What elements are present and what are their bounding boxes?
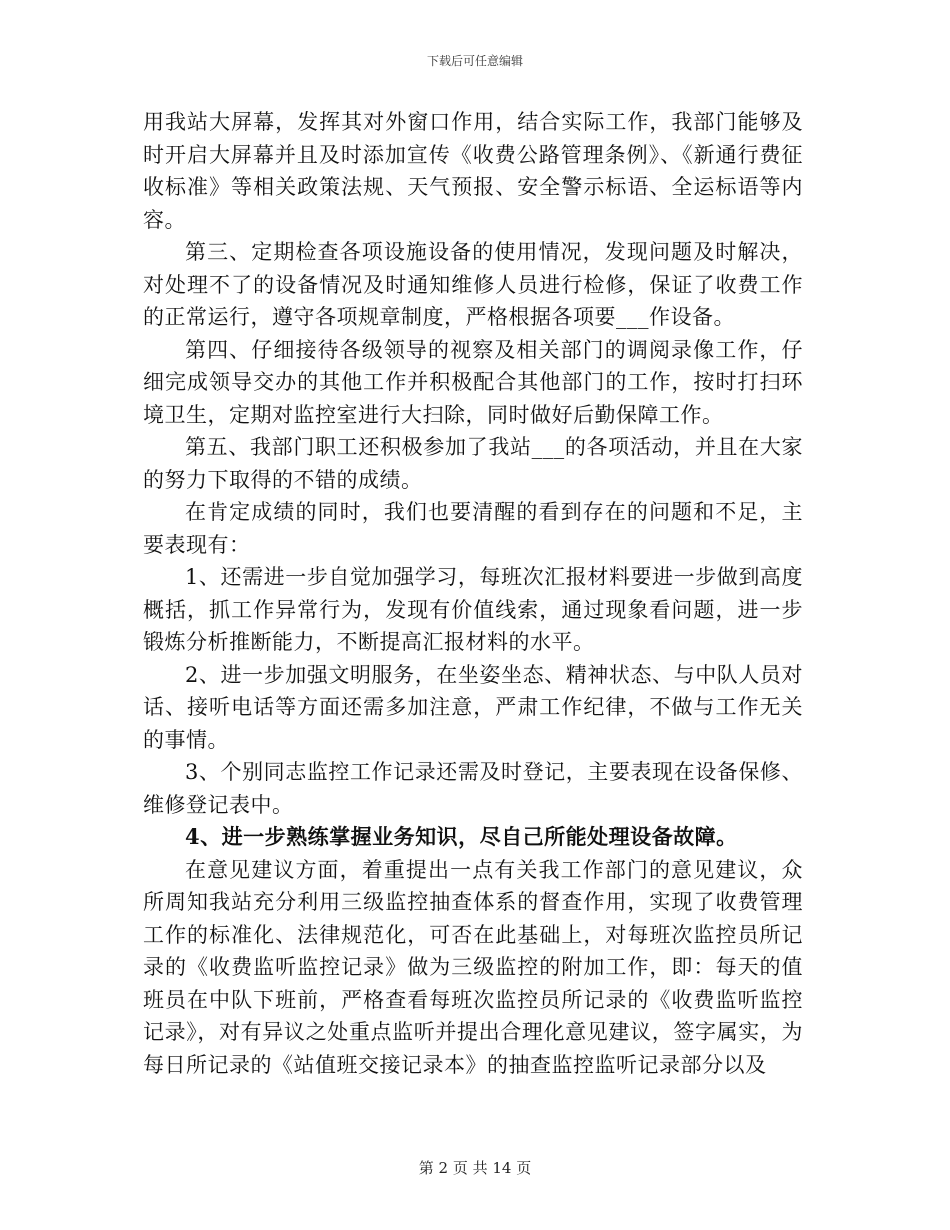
paragraph-continuation: 用我站大屏幕，发挥其对外窗口作用，结合实际工作，我部门能够及时开启大屏幕并且及时添加宣传《收费公路管理条例》、《新通行费征收标准》等相关政策法规、天气预报、安全警示标语、全运标语等内容。: [143, 110, 803, 232]
paragraph-item-1: 1、还需进一步自觉加强学习，每班次汇报材料要进一步做到高度概括，抓工作异常行为，发现有价值线索，通过现象看问题，进一步锻炼分析推断能力，不断提高汇报材料的水平。: [143, 565, 803, 654]
paragraph-item-2: 2、进一步加强文明服务，在坐姿坐态、精神状态、与中队人员对话、接听电话等方面还需多加注意，严肃工作纪律，不做与工作无关的事情。: [143, 662, 803, 752]
paragraph-item-3: 3、个别同志监控工作记录还需及时登记，主要表现在设备保修、维修登记表中。: [143, 760, 803, 817]
document-body: [143, 106, 803, 1081]
paragraph-fourth: 第四、仔细接待各级领导的视察及相关部门的调阅录像工作，仔细完成领导交办的其他工作并积极配合其他部门的工作，按时打扫环境卫生，定期对监控室进行大扫除，同时做好后勤保障工作。: [143, 337, 803, 427]
paragraph-third: 第三、定期检查各项设施设备的使用情况，发现问题及时解决，对处理不了的设备情况及时通知维修人员进行检修，保证了收费工作的正常运行，遵守各项规章制度，严格根据各项要___作设备。: [143, 240, 803, 329]
paragraph-suggestions: 在意见建议方面，着重提出一点有关我工作部门的意见建议，众所周知我站充分利用三级监控抽查体系的督查作用，实现了收费管理工作的标准化、法律规范化，可否在此基础上，对每班次监控员所记录的《收费监听监控记录》做为三级监控的附加工作，即：每天的值班员在中队下班前，严格查看每班次监控员所记录的《收费监听监控记录》，对有异议之处重点监听并提出合理化意见建议，签字属实，为每日所记录的《站值班交接记录本》的抽查监控监听记录部分以及: [143, 857, 803, 1077]
paragraph-item-4: 4、进一步熟练掌握业务知识，尽自己所能处理设备故障。: [185, 824, 738, 849]
page-footer: 第 2 页 共 14 页: [418, 1159, 532, 1177]
page-header: 下载后可任意编辑: [426, 54, 523, 68]
paragraph-shortcomings-intro: 在肯定成绩的同时，我们也要清醒的看到存在的问题和不足，主要表现有：: [143, 500, 803, 557]
paragraph-fifth: 第五、我部门职工还积极参加了我站___的各项活动，并且在大家的努力下取得的不错的成绩。: [143, 435, 803, 492]
